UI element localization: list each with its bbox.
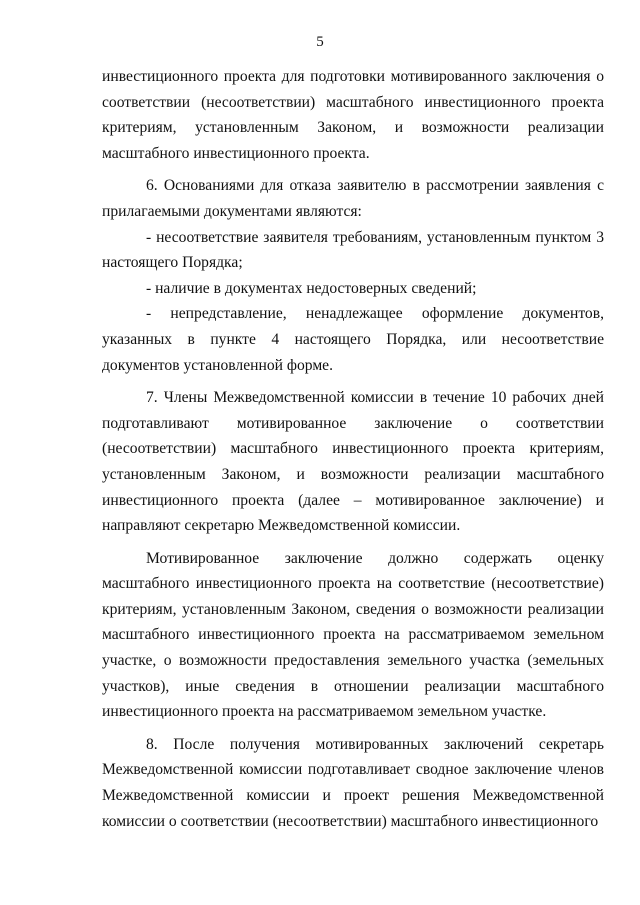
- list-item: - несоответствие заявителя требованиям, установленным пунктом 3 настоящего Порядка;: [102, 228, 604, 272]
- document-body: [102, 64, 604, 834]
- paragraph-continuation: инвестиционного проекта для подготовки мотивированного заключения о соответствии (несоответствии) масштабного инвестиционного проекта критериям, установленным Законом, и возможности реализации масштабного инвестиционного проекта.: [102, 68, 604, 162]
- list-item: - наличие в документах недостоверных сведений;: [146, 279, 477, 297]
- page-number: 5: [316, 34, 324, 50]
- paragraph-7: 7. Члены Межведомственной комиссии в течение 10 рабочих дней подготавливают мотивированное заключение о соответствии (несоответствии) масштабного инвестиционного проекта критериям, установленным Законом, и возможности реализации масштабного инвестиционного проекта (далее – мотивированное заключение) и направляют секретарю Межведомственной комиссии.: [102, 389, 604, 535]
- paragraph-7-continued: Мотивированное заключение должно содержать оценку масштабного инвестиционного проекта на соответствие (несоответствие) критериям, установленным Законом, сведения о возможности реализации масштабного инвестиционного проекта на рассматриваемом земельном участке, о возможности предоставления земельного участка (земельных участков), иные сведения в отношении реализации масштабного инвестиционного проекта на рассматриваемом земельном участке.: [102, 549, 604, 721]
- paragraph-8: 8. После получения мотивированных заключений секретарь Межведомственной комиссии подготавливает сводное заключение членов Межведомственной комиссии и проект решения Межведомственной комиссии о соответствии (несоответствии) масштабного инвестиционного: [102, 735, 604, 830]
- paragraph-6: 6. Основаниями для отказа заявителю в рассмотрении заявления с прилагаемыми документами являются:: [102, 177, 604, 220]
- list-item: - непредставление, ненадлежащее оформление документов, указанных в пункте 4 настоящего Порядка, или несоответствие документов установленной форме.: [102, 305, 604, 374]
